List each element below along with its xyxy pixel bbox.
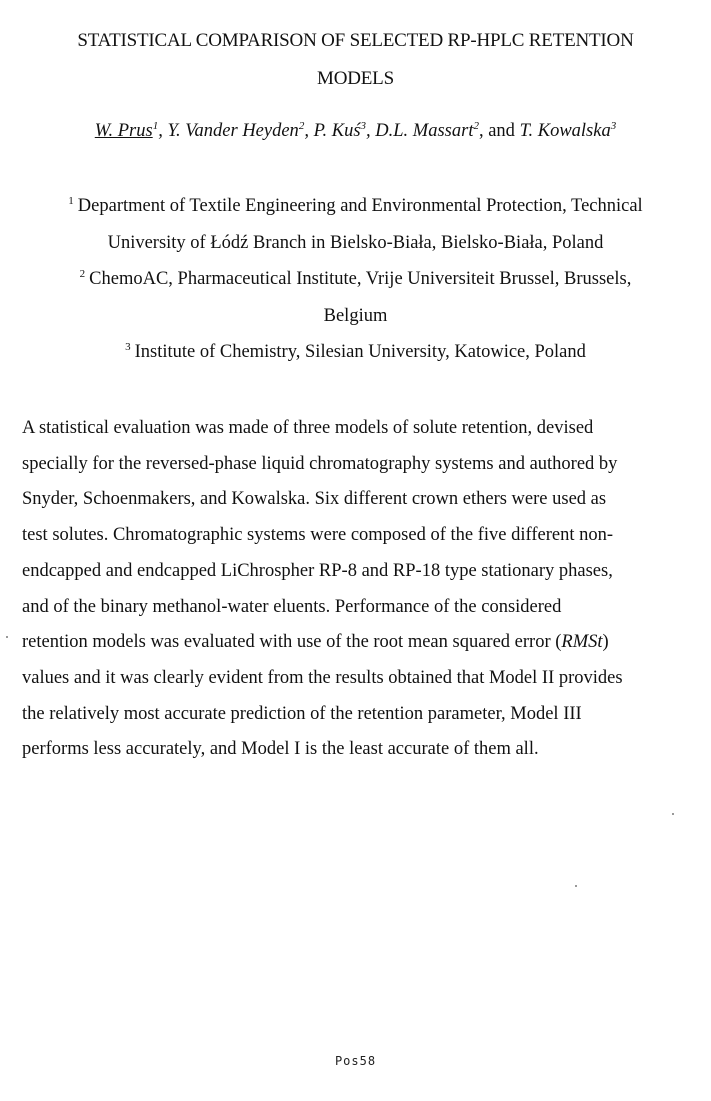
- affiliations: [14, 188, 697, 371]
- author-separator: , and: [478, 121, 520, 141]
- title-line-2: MODELS: [317, 68, 394, 89]
- abstract-line: test solutes. Chromatographic systems were composed of the five different non-: [22, 525, 613, 546]
- author-name: Y. Vander Heyden: [167, 121, 299, 141]
- scan-speck: [6, 636, 8, 638]
- author-affiliation-mark: 3: [360, 119, 367, 132]
- abstract-line: performs less accurately, and Model I is the least accurate of them all.: [22, 739, 539, 760]
- affiliation-line: University of Łódź Branch in Bielsko-Biała, Bielsko-Biała, Poland: [107, 232, 604, 253]
- author-name: P. Kuś: [313, 121, 361, 141]
- affiliation-line: ChemoAC, Pharmaceutical Institute, Vrije Universiteit Brussel, Brussels,: [89, 269, 632, 289]
- author-affiliation-mark: 1: [152, 119, 159, 132]
- rmst-term: RMSt: [561, 632, 603, 653]
- scan-speck: [575, 885, 577, 887]
- author-affiliation-mark: 2: [473, 119, 479, 132]
- abstract-paragraph: [22, 411, 694, 768]
- abstract-line: specially for the reversed-phase liquid chromatography systems and authored by: [22, 453, 618, 474]
- affiliation-3: [14, 334, 697, 371]
- title-line-1: STATISTICAL COMPARISON OF SELECTED RP-HPLC RETENTION: [77, 30, 634, 51]
- page-label: Pos58: [334, 1054, 377, 1068]
- affiliation-line: Institute of Chemistry, Silesian University, Katowice, Poland: [134, 342, 586, 362]
- abstract-line: the relatively most accurate prediction of the retention parameter, Model III: [22, 703, 582, 724]
- author-name: T. Kowalska: [519, 121, 611, 141]
- abstract-line: retention models was evaluated with use of the root mean squared error (RMSt): [22, 632, 609, 653]
- affiliation-number: 1: [68, 194, 74, 207]
- affiliation-line: Belgium: [323, 305, 388, 326]
- author-separator: ,: [304, 121, 314, 141]
- author-list: [20, 118, 691, 144]
- author-name: D.L. Massart: [375, 121, 474, 141]
- paper-title: [20, 22, 691, 98]
- affiliation-number: 2: [79, 267, 86, 280]
- affiliation-2: [14, 261, 697, 334]
- affiliation-number: 3: [125, 340, 131, 353]
- author-separator: ,: [158, 121, 168, 141]
- affiliation-line: Department of Textile Engineering and Environmental Protection, Technical: [77, 196, 643, 216]
- abstract-line: A statistical evaluation was made of three models of solute retention, devised: [22, 418, 594, 438]
- author-separator: ,: [366, 121, 376, 141]
- author-affiliation-mark: 2: [298, 119, 305, 132]
- abstract-line: endcapped and endcapped LiChrospher RP-8 and RP-18 type stationary phases,: [22, 560, 613, 581]
- abstract-line: Snyder, Schoenmakers, and Kowalska. Six different crown ethers were used as: [22, 489, 607, 510]
- abstract-line: values and it was clearly evident from the results obtained that Model II provides: [22, 667, 623, 688]
- affiliation-1: [14, 188, 697, 261]
- abstract-line: and of the binary methanol-water eluents. Performance of the considered: [22, 596, 562, 617]
- scan-speck: [672, 813, 674, 815]
- author-name: W. Prus: [94, 121, 153, 141]
- author-affiliation-mark: 3: [610, 119, 617, 132]
